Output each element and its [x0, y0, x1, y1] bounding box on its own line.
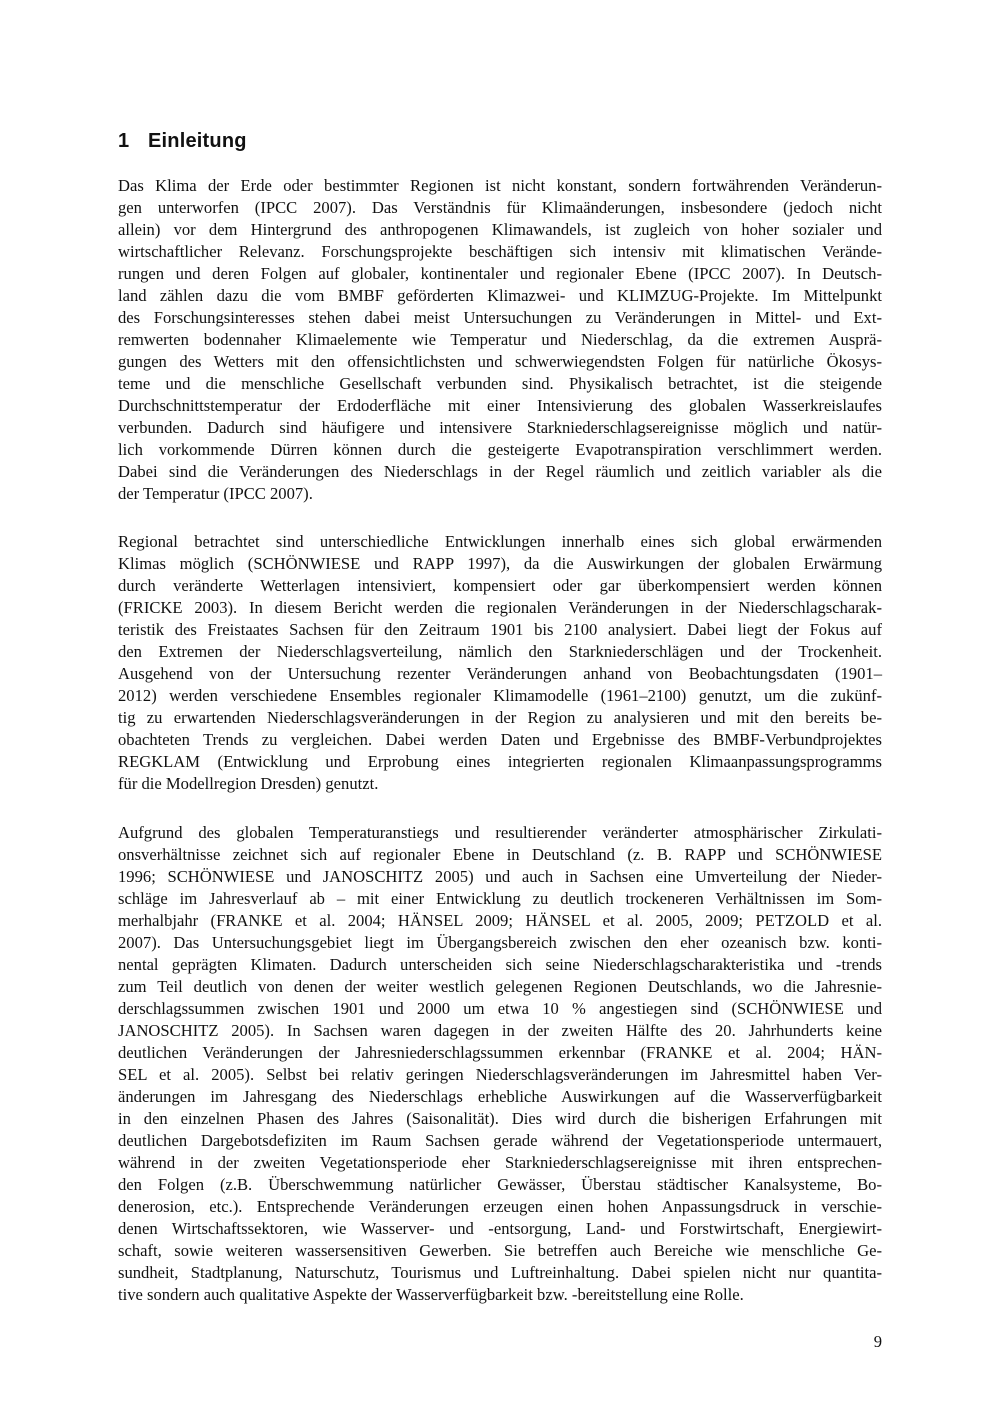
text-line: für die Modellregion Dresden) genutzt.: [118, 774, 379, 794]
text-line: obachteten Trends zu vergleichen. Dabei werden Daten und Ergebnisse des BMBF-Verbundprojektes: [118, 730, 882, 750]
text-line: Das Klima der Erde oder bestimmter Regionen ist nicht konstant, sondern fortwährenden Veränderun-: [118, 176, 882, 195]
paragraph: [118, 531, 882, 795]
paragraph: [118, 175, 882, 505]
text-line: deutlichen Dargebotsdefiziten im Raum Sachsen gerade während der Vegetationsperiode untermauert,: [118, 1130, 882, 1150]
section-number: 1: [118, 130, 130, 152]
section-title: Einleitung: [148, 130, 247, 152]
text-line: Durchschnittstemperatur der Erdoderfläche mit einer Intensivierung des globalen Wasserkreislaufes: [118, 396, 882, 415]
text-line: Dabei sind die Veränderungen des Niederschlags in der Regel räumlich und zeitlich variabler als die: [118, 462, 882, 481]
text-line: tive sondern auch qualitative Aspekte der Wasserverfügbarkeit bzw. -bereitstellung eine Rolle.: [118, 1284, 744, 1304]
text-line: allein) vor dem Hintergrund des anthropogenen Klimawandels, ist zugleich von hoher sozialer und: [118, 220, 882, 239]
text-line: onsverhältnisse zeichnet sich auf regionaler Ebene in Deutschland (z. B. RAPP und SCHÖNWIESE: [118, 844, 882, 864]
text-line: 2007). Das Untersuchungsgebiet liegt im Übergangsbereich zwischen den eher ozeanisch bzw. konti-: [118, 932, 882, 952]
text-line: den Folgen (z.B. Überschwemmung natürlicher Gewässer, Überstau städtischer Kanalsysteme, Bo-: [118, 1174, 882, 1194]
text-line: Aufgrund des globalen Temperaturanstiegs und resultierender veränderter atmosphärischer Zirkulati-: [118, 822, 882, 842]
section-heading: [118, 130, 247, 153]
body-text: [118, 175, 882, 1306]
text-line: den Extremen der Niederschlagsverteilung, nämlich den Starkniederschlägen und der Trockenheit.: [118, 642, 882, 662]
text-line: (FRICKE 2003). In diesem Bericht werden die regionalen Veränderungen in der Niederschlagscharak-: [118, 598, 882, 618]
text-line: deutlichen Veränderungen der Jahresniederschlagssummen erkennbar (FRANKE et al. 2004; HÄN-: [118, 1042, 882, 1062]
text-line: REGKLAM (Entwicklung und Erprobung eines integrierten regionalen Klimaanpassungsprogramms: [118, 752, 882, 772]
text-line: änderungen im Jahresgang des Niederschlags erhebliche Auswirkungen auf die Wasserverfügbarkeit: [118, 1086, 882, 1106]
text-line: gen unterworfen (IPCC 2007). Das Verständnis für Klimaänderungen, insbesondere (jedoch nicht: [118, 198, 882, 217]
text-line: in den einzelnen Phasen des Jahres (Saisonalität). Dies wird durch die bisherigen Erfahrungen mit: [118, 1108, 882, 1128]
paragraph: [118, 822, 882, 1306]
text-line: merhalbjahr (FRANKE et al. 2004; HÄNSEL 2009; HÄNSEL et al. 2005, 2009; PETZOLD et al.: [118, 910, 882, 930]
text-line: während in der zweiten Vegetationsperiode eher Starkniederschlagsereignisse mit ihren entsprechen-: [118, 1152, 882, 1172]
text-line: Regional betrachtet sind unterschiedliche Entwicklungen innerhalb eines sich global erwärmenden: [118, 532, 882, 552]
text-line: lich vorkommende Dürren können durch die gesteigerte Evapotranspiration verschlimmert werden.: [118, 440, 882, 459]
text-line: tig zu erwartenden Niederschlagsveränderungen in der Region zu analysieren und mit den bereits be-: [118, 708, 882, 728]
text-line: Ausgehend von der Untersuchung rezenter Veränderungen anhand von Beobachtungsdaten (1901–: [118, 664, 882, 684]
text-line: 2012) werden verschiedene Ensembles regionaler Klimamodelle (1961–2100) genutzt, um die zukünf-: [118, 686, 882, 706]
text-line: verbunden. Dadurch sind häufigere und intensivere Starkniederschlagsereignisse möglich und natür-: [118, 418, 882, 437]
text-line: nental geprägten Klimaten. Dadurch unterscheiden sich seine Niederschlagscharakteristika und -trends: [118, 954, 882, 974]
text-line: land zählen dazu die vom BMBF geförderten Klimazwei- und KLIMZUG-Projekte. Im Mittelpunkt: [118, 286, 882, 305]
text-line: durch veränderte Wetterlagen intensiviert, kompensiert oder gar überkompensiert werden können: [118, 576, 882, 596]
text-line: remwerten bodennaher Klimaelemente wie Temperatur und Niederschlag, da die extremen Ausprä-: [118, 330, 882, 349]
text-line: sundheit, Stadtplanung, Naturschutz, Tourismus und Luftreinhaltung. Dabei spielen nicht nur quantita-: [118, 1262, 882, 1282]
text-line: schaft, sowie weiteren wassersensitiven Gewerben. Sie betreffen auch Bereiche wie menschliche Ge-: [118, 1240, 882, 1260]
text-line: wirtschaftlicher Relevanz. Forschungsprojekte beschäftigen sich intensiv mit klimatischen Verände-: [118, 242, 882, 261]
text-line: Klimas möglich (SCHÖNWIESE und RAPP 1997), da die Auswirkungen der globalen Erwärmung: [118, 554, 882, 574]
text-line: teristik des Freistaates Sachsen für den Zeitraum 1901 bis 2100 analysiert. Dabei liegt der Fokus auf: [118, 620, 882, 640]
text-line: derschlagssummen zwischen 1901 und 2000 um etwa 10 % angestiegen sind (SCHÖNWIESE und: [118, 998, 882, 1018]
text-line: denerosion, etc.). Entsprechende Veränderungen erzeugen einen hohen Anpassungsdruck in verschie-: [118, 1196, 882, 1216]
text-line: gungen des Wetters mit den offensichtlichsten und schwerwiegendsten Folgen für natürliche Ökosys-: [118, 352, 882, 371]
text-line: zum Teil deutlich von denen der weiter westlich gelegenen Regionen Deutschlands, wo die Jahresnie-: [118, 976, 882, 996]
page-number: 9: [873, 1332, 882, 1351]
text-line: JANOSCHITZ 2005). In Sachsen waren dagegen in der zweiten Hälfte des 20. Jahrhunderts keine: [118, 1020, 882, 1040]
text-line: denen Wirtschaftssektoren, wie Wasserver- und -entsorgung, Land- und Forstwirtschaft, Energiewirt-: [118, 1218, 882, 1238]
text-line: 1996; SCHÖNWIESE und JANOSCHITZ 2005) und auch in Sachsen eine Umverteilung der Nieder-: [118, 866, 882, 886]
text-line: rungen und deren Folgen auf globaler, kontinentaler und regionaler Ebene (IPCC 2007). In Deutsch-: [118, 264, 882, 283]
text-line: teme und die menschliche Gesellschaft verbunden sind. Physikalisch betrachtet, ist die steigende: [118, 374, 882, 393]
text-line: der Temperatur (IPCC 2007).: [118, 484, 313, 503]
text-line: SEL et al. 2005). Selbst bei relativ geringen Niederschlagsveränderungen im Jahresmittel haben Ver-: [118, 1064, 882, 1084]
text-line: des Forschungsinteresses stehen dabei meist Untersuchungen zu Veränderungen in Mittel- und Ext-: [118, 308, 882, 327]
text-line: schläge im Jahresverlauf ab – mit einer Entwicklung zu deutlich trockeneren Verhältnissen im Som-: [118, 888, 882, 908]
